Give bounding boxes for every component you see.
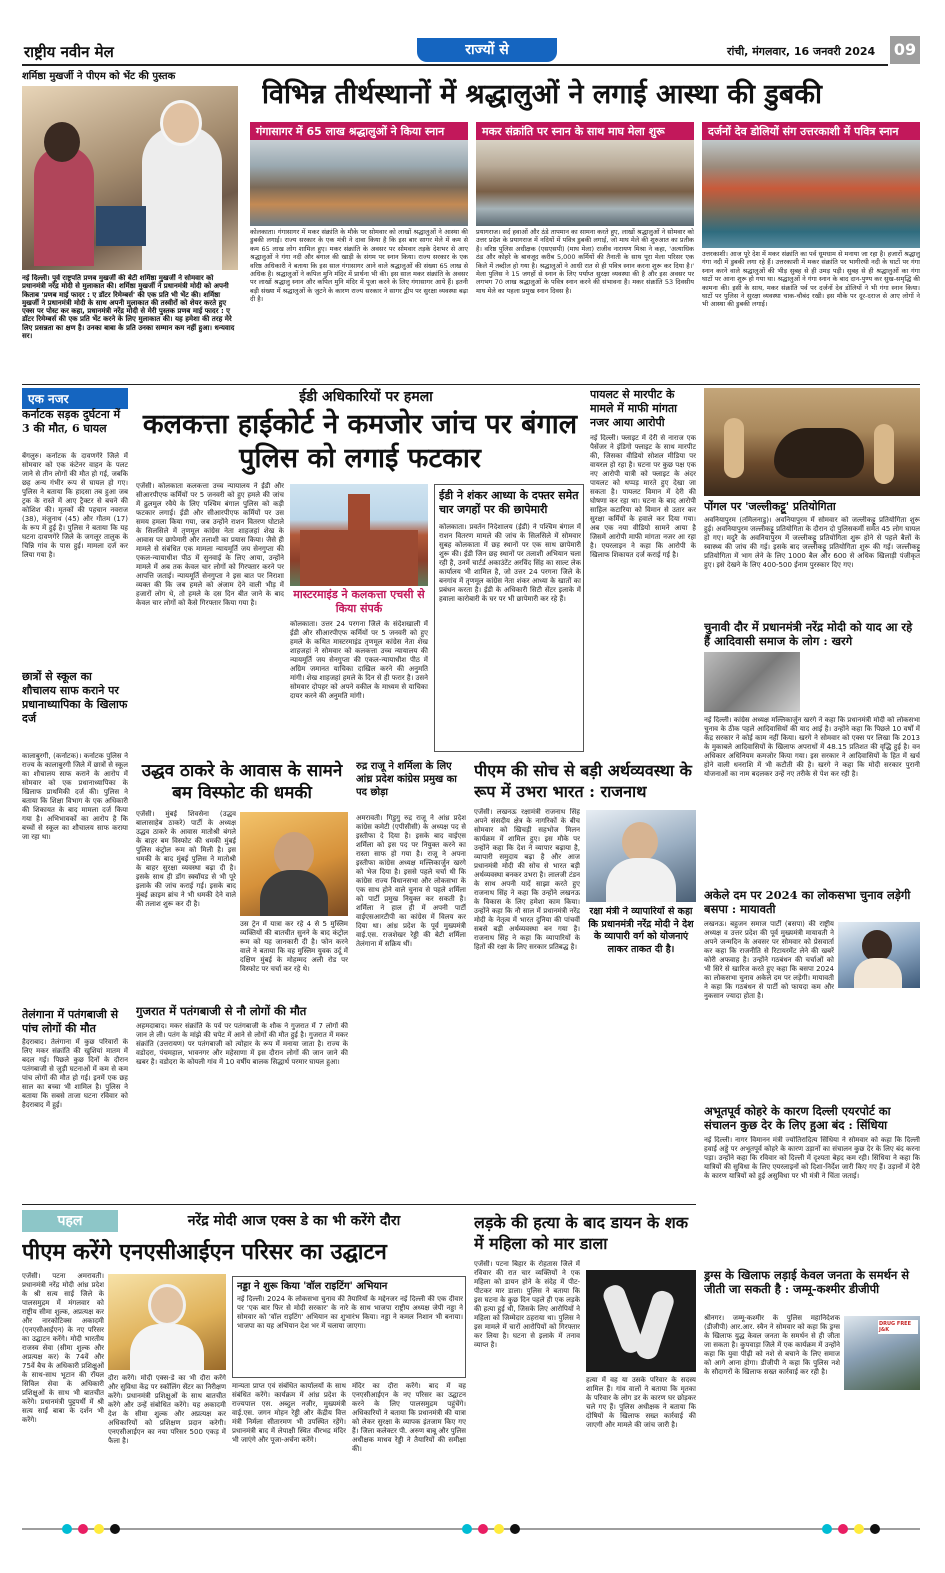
nadda-headline: नड्डा ने शुरू किया 'वॉल राइटिंग' अभियान: [237, 1281, 388, 1292]
drugs-headline: ड्रग्स के खिलाफ लड़ाई केवल जनता के समर्थन से जीती जा सकती है : जम्मू-कश्मीर डीजीपी: [704, 1268, 910, 1296]
jallikattu-photo: [704, 388, 920, 496]
modi-photo: [108, 1274, 226, 1370]
pahal-text-2: दौरा करेंगे। मोदी एक्स-डे का भी दौरा करेंगे और सुविधा केंद्र पर स्कॉलिंग सेंटर का निरीक्षण करेंगे। प्रधानमंत्री प्रशिक्षुओं के साथ बातचीत करेंगे और उन्हें संबोधित करेंगे। यह अकादमी देश के सीमा शुल्क और अप्रत्यक्ष कर अधिकारियों को प्रशिक्षण प्रदान करेगी। एनएसीआईएन का नया परिसर 500 एकड़ में फैला है।: [108, 1374, 226, 1445]
calcutta-photo-caption: मास्टरमाइंड ने कलकत्ता एचसी से किया संपर्क: [293, 588, 425, 615]
pahal-text-4: मंदिर का दौरा करेंगे। बाद में वह एनएसीआईएन के नए परिसर का उद्घाटन करने के लिए पालसमुद्रम पहुंचेंगे। अधिकारियों ने बताया कि प्रधानमंत्री की यात्रा को लेकर सुरक्षा के व्यापक इंतजाम किए गए हैं। जिला कलेक्टर पी. अरुण बाबू और पुलिस अधीक्षक माधव रेड्डी ने तैयारियों की समीक्षा की।: [352, 1382, 466, 1453]
gujarat-text: अहमदाबाद। मकर संक्रांति के पर्व पर पतंगबाजी के शौक ने गुजरात में 7 लोगों की जान ले ली। पतंग के मांझे की चपेट में आने से लोगों की मौत हुई है। गुजरात में मकर संक्रांति (उत्तरायण) पर पतंगबाजी को त्योहार के रूप में मनाया जाता है। राज्य के वडोदरा, पंचमहाल, भावनगर और महेसाणा में इस दौरान लोगों की जान जाने की खबर है। वडोदरा के कोयली गांव में 10 वर्षीय बालक सिद्धार्थ परमार घायल हुआ।: [136, 1022, 348, 1066]
mayawati-text-cont: [704, 1022, 920, 1098]
pahal-text-3: मान्यता प्राप्त एवं संबंधित कार्यालयों के साथ संबंधित करेंगे। कार्यक्रम में आंध्र प्रदेश के राज्यपाल एस. अब्दुल नजीर, मुख्यमंत्री वाई.एस. जगन मोहन रेड्डी और केंद्रीय वित्त मंत्री निर्मला सीतारमण भी उपस्थित रहेंगे। प्रधानमंत्री बाद में लेपाक्षी स्थित वीरभद्र मंदिर भी जाएंगे और पूजा-अर्चना करेंगे।: [232, 1382, 346, 1444]
sharmistha-story: [22, 70, 240, 382]
nadda-box: [232, 1276, 466, 1378]
footer-register-bar: [22, 1524, 920, 1534]
rajnath-headline: पीएम की सोच से बड़ी अर्थव्यवस्था के रूप में उभरा भारत : राजनाथ: [474, 761, 692, 801]
mayawati-text: लखनऊ। बहुजन समाज पार्टी (बसपा) की राष्ट्रीय अध्यक्ष व उत्तर प्रदेश की पूर्व मुख्यमंत्री मायावती ने अपने जन्मदिन के अवसर पर सोमवार को प्रेसवार्ता कर कहा कि राजनीति से रिटायरमेंट लेने की खबरें कोरी अफवाह है। उन्होंने गठबंधन की चर्चाओं को भी सिरे से खारिज करते हुए कहा कि बसपा 2024 का लोकसभा चुनाव अकेले दम पर लड़ेगी। मायावती ने कहा कि गठबंधन से पार्टी को फायदा कम और नुकसान ज्यादा होता है।: [704, 920, 834, 1000]
dayan-story: [474, 1208, 696, 1518]
jallikattu-text: अवनियापुरम (तमिलनाडु)। अवनियापुरम में सोमवार को जल्लीकट्टू प्रतियोगिता शुरू हुई। अवनियापुरम जल्लीकट्टू प्रतियोगिता के दौरान दो पुलिसकर्मी समेत 45 लोग घायल हो गए। मदुरै के अवनियापुरम में जल्लीकट्टू प्रतियोगिता शुरू होने से पहले बैलों के स्वास्थ्य की जांच की गई। इसके बाद जल्लीकट्टू प्रतियोगिता शुरू की गई। जल्लीकट्टू प्रतियोगिता में भाग लेने के लिए 1000 बैल और 600 से अधिक खिलाड़ी पंजीकृत हुए। इसे देखने के लिए 400-500 ईनाम पुरस्कार दिए गए।: [704, 516, 920, 569]
rudra-text: अमरावती। गिडुगु रुद्र राजू ने आंध्र प्रदेश कांग्रेस कमेटी (एपीसीसी) के अध्यक्ष पद से इस्तीफा दे दिया है। इसके बाद वाईएस शर्मिला को इस पद पर नियुक्त करने का रास्ता साफ हो गया है। राजू ने अपना इस्तीफा कांग्रेस अध्यक्ष मल्लिकार्जुन खरगे को भेज दिया है। इससे पहले चर्चा थी कि कांग्रेस राज्य विधानसभा और लोकसभा के एक साथ होने वाले चुनाव से पहले शर्मिला को पार्टी प्रमुख नियुक्त कर सकती है। शर्मिला ने हाल ही में अपनी पार्टी वाईएसआरटीपी का कांग्रेस में विलय कर दिया था। आंध्र प्रदेश के पूर्व मुख्यमंत्री वाई.एस. राजशेखर रेड्डी की बेटी शर्मिला तेलंगाना में सक्रिय थीं।: [356, 814, 466, 948]
ek-nazar-column: [22, 388, 128, 1200]
gujarat-headline: गुजरात में पतंगबाजी से नौ लोगों की मौत: [136, 1004, 307, 1018]
lead-s3-text: उत्तरकाशी। आज पूरे देश में मकर संक्रांति का पर्व धूमधाम से मनाया जा रहा है। हजारों श्रद्धालु गंगा नदी में डुबकी लगा रहे हैं। उत्तरकाशी में मकर संक्रांति पर भागीरथी नदी के घाटों पर गंगा स्नान करने वाले श्रद्धालुओं की भीड़ सुबह से ही उमड़ पड़ी। सुबह से ही श्रद्धालुओं का गंगा घाटों पर आना शुरू हो गया था। श्रद्धालुओं ने गंगा स्नान के बाद दान-पुण्य कर सुख-समृद्धि की कामना की। इसी के साथ, मकर संक्रांति पर्व पर दर्जनों देव डोलियों ने भी गंगा स्नान किया। घाटों पर पुलिस ने सुरक्षा व्यवस्था चाक-चौबंद रखी। इस मौके पर दूर-दराज से आए लोगों ने भी आस्था की डुबकी लगाई।: [702, 250, 920, 309]
kharge-text: नई दिल्ली। कांग्रेस अध्यक्ष मल्लिकार्जुन खरगे ने कहा कि प्रधानमंत्री मोदी को लोकसभा चुनाव के ठीक पहले आदिवासियों की याद आई है। उन्होंने कहा कि पिछले 10 वर्षों में केंद्र सरकार ने कोई काम नहीं किया। खरगे ने सोमवार को एक्स पर लिखा कि 2013 के मुकाबले आदिवासियों के खिलाफ अपराधों में 48.15 प्रतिशत की वृद्धि हुई है। वन अधिकार अधिनियम कमजोर किया गया। इस सरकार ने आदिवासियों के हित में खर्च होने वाली धनराशि में भी कटौती की है। खरगे ने कहा कि मोदी सरकार पुरानी योजनाओं का नाम बदलकर उन्हें नए तरीके से पेश कर रही है।: [704, 716, 920, 778]
scindia-text: नई दिल्ली। नागर विमानन मंत्री ज्योतिरादित्य सिंधिया ने सोमवार को कहा कि दिल्ली हवाई अड्डे पर अभूतपूर्व कोहरे के कारण उड़ानों का संचालन कुछ देर के लिए बंद करना पड़ा। उन्होंने कहा कि रविवार को दिल्ली में दृश्यता बेहद कम रही। सिंधिया ने कहा कि यात्रियों की सुविधा के लिए एयरलाइनों को दिशा-निर्देश जारी किए गए हैं। उड़ानों में देरी के कारण यात्रियों को हुई असुविधा पर भी मंत्री ने चिंता जताई।: [704, 1136, 920, 1180]
dayan-text: एजेंसी। पटना बिहार के रोहतास जिले में रविवार की रात चार व्यक्तियों ने एक महिला को डायन होने के संदेह में पीट-पीटकर मार डाला। पुलिस ने बताया कि इस घटना के कुछ दिन पहले ही एक लड़के की हत्या हुई थी, जिसके लिए आरोपियों ने महिला को जिम्मेदार ठहराया था। पुलिस ने इस मामले में चारों आरोपियों को गिरफ्तार कर लिया है। घटना से इलाके में तनाव व्याप्त है।: [474, 1260, 580, 1349]
mayawati-headline: अकेले दम पर 2024 का लोकसभा चुनाव लड़ेगी बसपा : मायावती: [704, 888, 911, 916]
pahal-kicker: नरेंद्र मोदी आज एक्स डे का भी करेंगे दौरा: [187, 1213, 401, 1229]
mayawati-story: [704, 888, 920, 1100]
calcutta-headline: कलकत्ता हाईकोर्ट ने कमजोर जांच पर बंगाल पुलिस को लगाई फटकार: [142, 409, 578, 474]
kicker: शर्मिष्ठा मुखर्जी ने पीएम को भेंट की पुस्तक: [22, 71, 176, 82]
ek-nazar-h2: छात्रों से स्कूल का शौचालय साफ कराने पर प्रधानाध्यापिका के खिलाफ दर्ज: [22, 670, 128, 725]
lead-s2-text: प्रयागराज। सर्द हवाओं और ठंडे तापमान का सामना करते हुए, लाखों श्रद्धालुओं ने सोमवार को उत्तर प्रदेश के प्रयागराज में नदियों में पवित्र डुबकी लगाई, जो माघ मेले की शुरुआत का प्रतीक है। वरिष्ठ पुलिस अधीक्षक (एसएसपी) (माघ मेला) राजीव नारायण मिश्रा ने कहा, 'अत्याधिक ठंड और कोहरे के बावजूद करीब 5,000 कर्मियों की तैनाती के साथ पूरा मेला परिसर एक किले में तब्दील हो गया है। श्रद्धालुओं ने आधी रात से ही पवित्र स्नान करना शुरू कर दिया है।' मेला पुलिस ने 15 जगहों से स्नान के लिए पर्याप्त सुरक्षा व्यवस्था की है और इस अवसर पर लगभग 70 लाख श्रद्धालुओं के पवित्र स्नान करने की संभावना है। मकर संक्रांति 53 दिवसीय माघ मेले का पहला प्रमुख स्नान दिवस है।: [476, 228, 694, 295]
lead-s1-text: कोलकाता। गंगासागर में मकर संक्रांति के मौके पर सोमवार को लाखों श्रद्धालुओं ने आस्था की डुबकी लगाई। राज्य सरकार के एक मंत्री ने दावा किया है कि इस बार सागर मेले में कम से कम 65 लाख लोग शामिल हुए। मकर संक्रांति के अवसर पर सोमवार तड़के देशभर से आए श्रद्धालुओं ने गंगा नदी और बंगाल की खाड़ी के संगम पर स्नान किया। राज्य सरकार के एक वरिष्ठ अधिकारी ने बताया कि इस साल गंगासागर आने वाले श्रद्धालुओं की संख्या 65 लाख से अधिक है। श्रद्धालुओं ने कपिल मुनि मंदिर में प्रार्थना भी की। इस साल मकर संक्रांति के अवसर पर लाखों श्रद्धालु स्नान और कपिल मुनि मंदिर में पूजा करने के लिए गंगासागर आये हैं। इतनी बड़ी संख्या में श्रद्धालुओं के जुटने के कारण राज्य सरकार ने सागर द्वीप पर सुरक्षा व्यवस्था बढ़ा दी है।: [250, 228, 468, 304]
lead-s2-bar: मकर संक्रांति पर स्नान के साथ माघ मेला शुरू: [476, 122, 694, 141]
uddhav-photo: [240, 812, 348, 916]
rajnath-story: [474, 760, 696, 1200]
pahal-label: पहल: [22, 1210, 118, 1232]
pilot-headline: पायलट से मारपीट के मामले में माफी मांगता नजर आया आरोपी: [590, 388, 678, 429]
rajnath-text: एजेंसी। लखनऊ रक्षामंत्री राजनाथ सिंह अपने संसदीय क्षेत्र के नागरिकों के बीच सोमवार को खिचड़ी सहभोज मिलन कार्यक्रम में शामिल हुए। इस मौके पर उन्होंने कहा कि देश ने व्यापार बढ़ाया है, व्यापारी समुदाय बढ़ा है और आज प्रधानमंत्री मोदी की सोच से भारत बड़ी अर्थव्यवस्था बनकर उभरा है। लालजी टंडन के साथ अपनी यादें साझा करते हुए राजनाथ सिंह ने कहा कि उन्होंने लखनऊ के विकास के लिए हमेशा काम किया। उन्होंने कहा कि नौ साल में प्रधानमंत्री नरेंद्र मोदी के नेतृत्व में भारत दुनिया की पांचवीं सबसे बड़ी अर्थव्यवस्था बन गया है। राजनाथ सिंह ने कहा कि व्यापारियों के हितों की रक्षा के लिए सरकार प्रतिबद्ध है।: [474, 808, 580, 951]
section-title: राज्यों से: [417, 38, 557, 62]
drug-free-poster: DRUG FREE J&K: [878, 1320, 918, 1334]
rule-under-lead: [22, 384, 920, 385]
gujarat-story: [136, 1004, 348, 1200]
lead-headline: विभिन्न तीर्थस्थानों में श्रद्धालुओं ने लगाई आस्था की डुबकी: [262, 79, 822, 110]
pahal-text: एजेंसी। पटना अमरावती। प्रधानमंत्री नरेंद्र मोदी आंध्र प्रदेश के श्री सत्य साई जिले के पालसमुद्रम में मंगलवार को राष्ट्रीय सीमा शुल्क, अप्रत्यक्ष कर और नारकोटिक्स अकादमी (एनएसीआईएन) के नए परिसर का उद्घाटन करेंगे। मोदी भारतीय राजस्व सेवा (सीमा शुल्क और अप्रत्यक्ष कर) के 74वें और 75वें बैच के अधिकारी प्रशिक्षुओं के साथ-साथ भूटान की रॉयल सिविल सेवा के अधिकारी प्रशिक्षुओं के साथ भी बातचीत करेंगे। प्रधानमंत्री पुट्टपर्थी में श्री सत्य साईं बाबा के दर्शन भी करेंगे।: [22, 1272, 104, 1424]
page-number: 09: [890, 36, 920, 64]
lead-s1-bar: गंगासागर में 65 लाख श्रद्धालुओं ने किया स्नान: [250, 122, 468, 141]
ek-nazar-label: एक नजर: [22, 388, 128, 409]
drugs-text: श्रीनगर। जम्मू-कश्मीर के पुलिस महानिदेशक (डीजीपी) आर.आर. स्वैन ने सोमवार को कहा कि ड्रग्स के खिलाफ युद्ध केवल जनता के समर्थन से ही जीता जा सकता है। कुपवाड़ा जिले में एक कार्यक्रम में उन्होंने कहा कि युवा पीढ़ी को नशे से बचाने के लिए समाज को आगे आना होगा। डीजीपी ने कहा कि पुलिस नशे के सौदागरों के खिलाफ सख्त कार्रवाई कर रही है।: [704, 1314, 840, 1376]
lead-story: [250, 70, 920, 384]
scindia-story: [704, 1104, 920, 1264]
jallikattu-story: [704, 388, 920, 614]
scindia-headline: अभूतपूर्व कोहरे के कारण दिल्ली एयरपोर्ट का संचालन कुछ देर के लिए हुआ बंद : सिंधिया: [704, 1104, 891, 1132]
calcutta-kicker: ईडी अधिकारियों पर हमला: [299, 389, 433, 405]
prayagraj-photo: [476, 140, 694, 226]
rudra-headline: रुद्र राजू ने शर्मिला के लिए आंध्र प्रदेश कांग्रेस प्रमुख का पद छोड़ा: [356, 761, 457, 798]
mayawati-photo: [838, 922, 920, 988]
jallikattu-headline: पोंगल पर 'जल्लीकट्टू' प्रतियोगिता: [704, 500, 836, 513]
masthead: राष्ट्रीय नवीन मेल: [24, 43, 114, 61]
pilot-text: नई दिल्ली। फ्लाइट में देरी से नाराज एक पैसेंजर ने इंडिगो फ्लाइट के साथ मारपीट की, जिसका वीडियो सोशल मीडिया पर वायरल हो रहा है। घटना पर कुछ पक्ष एक नए आरोपी यात्री को फ्लाइट के अंदर पायलट को थप्पड़ मारते हुए देखा जा सकता है। पायलट विमान में देरी की घोषणा कर रहा था। घटना के बाद आरोपी साहिल कटारिया को विमान से उतार कर सुरक्षा कर्मियों के हवाले कर दिया गया। अब एक नया वीडियो सामने आया है जिसमें आरोपी माफी मांगता नजर आ रहा है। एयरलाइन ने कहा कि आरोपी के खिलाफ शिकायत दर्ज कराई गई है।: [590, 434, 696, 559]
kharge-story: [704, 620, 920, 882]
high-court-photo: [290, 484, 428, 586]
pahal-headline: पीएम करेंगे एनएसीआईएन परिसर का उद्घाटन: [22, 1239, 387, 1265]
pilot-story: [590, 388, 696, 752]
dayan-text-2: हत्या में वह या उसके परिवार के सदस्य शामिल हैं। गांव वालों ने बताया कि मृतका के परिवार के लोग डर के कारण घर छोड़कर चले गए हैं। पुलिस अधीक्षक ने बताया कि दोषियों के खिलाफ सख्त कार्रवाई की जाएगी और मामले की जांच जारी है।: [586, 1376, 696, 1429]
photo-caption: नई दिल्ली। पूर्व राष्ट्रपति प्रणब मुखर्जी की बेटी शर्मिष्ठा मुखर्जी ने सोमवार को प्रधानमंत्री नरेंद्र मोदी से मुलाकात की। शर्मिष्ठा मुखर्जी ने प्रधानमंत्री मोदी को अपनी किताब 'प्रणब माई फादर : ए डॉटर रिमेम्बर्स' की एक प्रति भी भेंट की। शर्मिष्ठा मुखर्जी ने प्रधानमंत्री मोदी के साथ अपनी मुलाकात की तस्वीरों को शेयर करते हुए एक्स पर पोस्ट कर कहा, प्रधानमंत्री नरेंद्र मोदी से मेरी पुस्तक प्रणब माई फादर : ए डॉटर रिमेम्बर्स की एक प्रति भेंट करने के लिए मुलाकात की। यह हमेशा की तरह मेरे लिए प्रसन्नता का क्षण है। उनका बाबा के प्रति उनका सम्मान कम नहीं हुआ। धन्यवाद सर।: [22, 274, 235, 341]
ek-nazar-h1: कर्नाटक सड़क दुर्घटना में 3 की मौत, 6 घायल: [22, 408, 121, 435]
kharge-headline: चुनावी दौर में प्रधानमंत्री नरेंद्र मोदी को याद आ रहे हैं आदिवासी समाज के लोग : खरगे: [704, 620, 913, 648]
date-line: रांची, मंगलवार, 16 जनवरी 2024: [727, 45, 876, 58]
ek-nazar-t2: कालाबुरगी, (कर्नाटक)। कर्नाटक पुलिस ने राज्य के कालाबुरगी जिले में छात्रों से स्कूल का शौचालय साफ कराने के आरोप में सोमवार को एक प्रधानाध्यापिका के खिलाफ प्राथमिकी दर्ज की। पुलिस ने बताया कि शिक्षा विभाग के एक अधिकारी की शिकायत के बाद मामला दर्ज किया गया है। अभिभावकों का आरोप है कि बच्चों से स्कूल का शौचालय साफ कराया जा रहा था।: [22, 752, 128, 841]
modi-sharmistha-photo: [22, 86, 238, 270]
nadda-text: नई दिल्ली। 2024 के लोकसभा चुनाव की तैयारियों के मद्देनजर नई दिल्ली की एक दीवार पर 'एक बार फिर से मोदी सरकार' के नारे के साथ भाजपा राष्ट्रीय अध्यक्ष जेपी नड्डा ने सोमवार को 'वॉल राइटिंग' अभियान का शुभारंभ किया। नड्डा ने कमल निशान भी बनाया। भाजपा का यह अभियान देश भर में चलाया जाएगा।: [237, 1295, 463, 1330]
rajnath-photo: [586, 810, 696, 902]
page-header: [22, 36, 920, 66]
ed-raid-text: कोलकाता। प्रवर्तन निदेशालय (ईडी) ने पश्चिम बंगाल में राशन वितरण मामले की जांच के सिलसिले में सोमवार सुबह कोलकाता में छह स्थानों पर एक साथ छापेमारी शुरू की। ईडी जिन छह स्थानों पर तलाशी अभियान चला रही है, उनमें चार्टर्ड अकाउंटेंट अरविंद सिंह का साल्ट लेक कार्यालय भी शामिल है, जो उत्तर 24 परगना जिले के बनगांव में तृणमूल कांग्रेस नेता शंकर आध्या के खातों का प्रबंधन करता है। ईडी के अधिकारी सिटी सेंटर इलाके में हवाला कारोबारी के घर पर भी छापेमारी कर रहे हैं।: [439, 523, 581, 603]
pahal-story: [22, 1208, 466, 1518]
uddhav-photo-text: उस ट्रेन में यात्रा कर रहे 4 से 5 मुस्लिम व्यक्तियों की बातचीत सुनने के बाद कंट्रोल रूम को यह जानकारी दी है। फोन करने वाले ने बताया कि वह मुस्लिम युवक उर्दू में दक्षिण मुंबई के मोहम्मद अली रोड पर विस्फोट पर चर्चा कर रहे थे।: [240, 920, 348, 973]
calcutta-photo-text: कोलकाता। उत्तर 24 परगना जिले के संदेशखाली में ईडी और सीआरपीएफ कर्मियों पर 5 जनवरी को हुए हमले के कथित मास्टरमाइंड तृणमूल कांग्रेस नेता शेख शाहजहां ने सोमवार को कलकत्ता उच्च न्यायालय की न्यायमूर्ति जय सेनगुप्ता की एकल-न्यायाधीश पीठ में अग्रिम जमानत याचिका दाखिल करने की अनुमति मांगी। शेख शाहजहां हमले के दिन से ही फरार है। उसने सोमवार दोपहर को अपने वकील के माध्यम से याचिका दायर करने की अनुमति मांगी।: [290, 620, 428, 700]
dayan-headline: लड़के की हत्या के बाद डायन के शक में महिला को मार डाला: [474, 1213, 689, 1253]
ed-raid-headline: ईडी ने शंकर आध्या के दफ्तर समेत चार जगहों पर की छापेमारी: [439, 489, 579, 516]
ed-raid-box: [434, 484, 584, 752]
rudra-story: [356, 760, 466, 1200]
ek-nazar-t3: हैदराबाद। तेलंगाना में कुछ परिवारों के लिए मकर संक्रांति की खुशियां मातम में बदल गई। पिछले कुछ दिनों के दौरान पतंगबाजी से जुड़ी घटनाओं में कम से कम पांच लोगों की मौत हो गई। इनमें एक छह साल का बच्चा भी शामिल है। पुलिस ने बताया कि सबसे ताजा घटना रविवार को हैदराबाद में हुई।: [22, 1038, 128, 1109]
header-rule: [22, 64, 888, 66]
lead-s3-bar: दर्जनों देव डोलियों संग उत्तरकाशी में पवित्र स्नान: [702, 122, 920, 141]
ek-nazar-t1: बेंगलुरु। कर्नाटक के दावणगेरे जिले में सोमवार को एक कंटेनर वाहन के पलट जाने से तीन लोगों की मौत हो गई, जबकि छह अन्य गंभीर रूप से घायल हो गए। पुलिस ने बताया कि हादसा तब हुआ जब ट्रक के रास्ते में आए ट्रैक्टर से बचने की कोशिश की। मृतकों की पहचान नवराज (38), मंजुनाथ (45) और गौतम (17) के रूप में हुई है। पुलिस ने बताया कि यह घटना दावणगेरे जिले के जगलूर तालुक के चिन्नि गांव के पास हुई। मामला दर्ज कर लिया गया है।: [22, 452, 128, 559]
dayan-illustration: [586, 1270, 696, 1372]
calcutta-text: एजेंसी। कोलकाता कलकत्ता उच्च न्यायालय ने ईडी और सीआरपीएफ कर्मियों पर 5 जनवरी को हुए हमले की जांच में ढुलमुल रवैये के लिए पश्चिम बंगाल पुलिस को कड़ी फटकार लगाई। ईडी और सीआरपीएफ कर्मियों पर उस समय हमला किया गया, जब उन्होंने राशन वितरण घोटाले के सिलसिले में तृणमूल कांग्रेस नेता शाहजहां शेख के आवास पर छापेमारी और तलाशी का प्रयास किया। जैसे ही मामले से संबंधित एक मामला न्यायमूर्ति जय सेनगुप्ता की एकल-न्यायाधीश पीठ में सुनवाई के लिए आया, उन्होंने मामले में अब तक केवल चार लोगों को गिरफ्तार करने पर आपत्ति जताई। न्यायमूर्ति सेनगुप्ता ने इस बात पर निराशा व्यक्त की कि जब हमले को अंजाम देने वाली भीड़ में हजारों लोग थे, तो हमले के दस दिन बीत जाने के बाद केवल चार लोगों को कैसे गिरफ्तार किया गया है।: [136, 482, 284, 607]
rajnath-quote: रक्षा मंत्री ने व्यापारियों से कहा कि प्रधानमंत्री नरेंद्र मोदी ने देश के व्यापारी वर्ग को योजनाएं लाकर ताकत दी है।: [588, 906, 694, 955]
dgp-photo: [844, 1316, 920, 1390]
calcutta-story: [136, 388, 584, 752]
drugs-story: [704, 1268, 920, 1518]
rule-above-pahal: [22, 1204, 696, 1205]
adivasi-photo: [704, 652, 800, 712]
uttarkashi-photo: [702, 140, 920, 248]
uddhav-headline: उद्धव ठाकरे के आवास के सामने बम विस्फोट की धमकी: [141, 761, 343, 803]
ek-nazar-h3: तेलंगाना में पतंगबाजी से पांच लोगों की मौत: [22, 1008, 119, 1035]
gangasagar-photo: [250, 140, 468, 226]
uddhav-text: एजेंसी। मुंबई शिवसेना (उद्धव बालासाहेब ठाकरे) पार्टी के अध्यक्ष उद्धव ठाकरे के आवास मातोश्री बंगले के बाहर बम विस्फोट की धमकी मुंबई पुलिस कंट्रोल रूम को मिली है। इस धमकी के बाद मुंबई पुलिस ने मातोश्री के बाहर सुरक्षा व्यवस्था बढ़ा दी है। इसके साथ ही डॉग स्क्वॉयड से भी पूरे इलाके की जांच कराई गई। इसके बाद मुंबई क्राइम ब्रांच ने भी धमकी देने वाले की तलाश शुरू कर दी है।: [136, 810, 236, 908]
